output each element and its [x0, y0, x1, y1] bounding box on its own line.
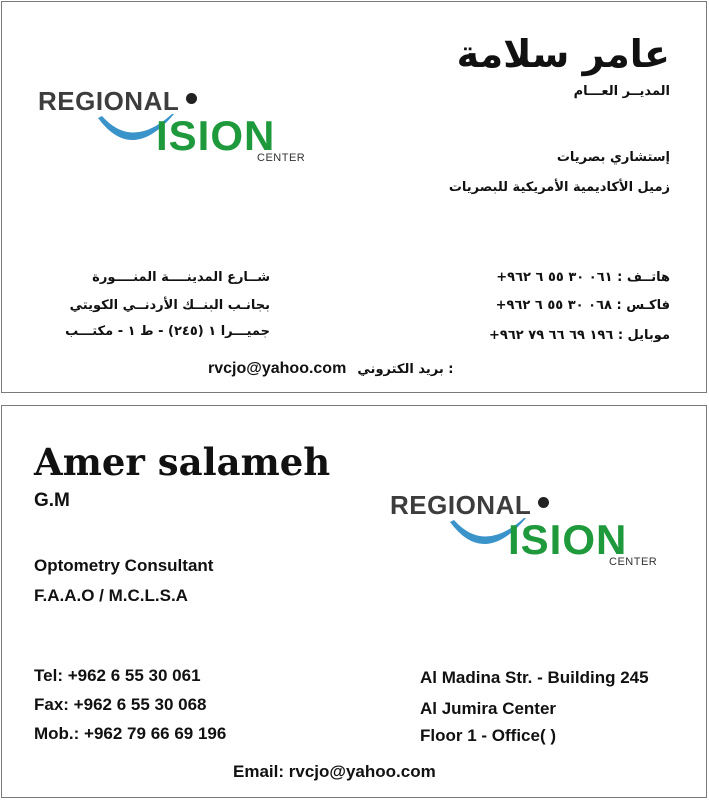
- english-tel-row: [34, 666, 201, 686]
- logo-dot-icon: [538, 497, 549, 508]
- regional-vision-logo: [38, 86, 323, 176]
- tel-value: : +962 6 55 30 061: [57, 666, 201, 685]
- fax-label: Fax: [34, 695, 64, 714]
- arabic-business-card: [1, 1, 707, 393]
- english-business-card: [1, 405, 707, 798]
- arabic-fax: فاكـس : ٠٦٨ ٣٠ ٥٥ ٦ ٩٦٢+: [495, 298, 670, 313]
- logo-ision-text: ISION: [508, 516, 628, 563]
- english-email-link[interactable]: rvcjo@yahoo.com: [288, 762, 436, 781]
- logo-ision-text: ISION: [156, 112, 276, 159]
- arabic-email-row: [208, 358, 453, 378]
- arabic-name: عامر سلامة: [456, 32, 670, 76]
- arabic-qualification-1: إستشاري بصريات: [556, 150, 670, 165]
- english-qualification-1: Optometry Consultant: [34, 556, 214, 575]
- logo-dot-icon: [186, 93, 197, 104]
- arabic-address-3: جميـــرا ١ (٢٤٥) - ط ١ - مكتـــب: [65, 324, 270, 339]
- arabic-email-link[interactable]: rvcjo@yahoo.com: [208, 360, 347, 377]
- english-address-2: Al Jumira Center: [420, 699, 557, 718]
- english-mob-row: [34, 724, 226, 744]
- english-email-row: [233, 762, 436, 782]
- logo-center-text: CENTER: [257, 152, 306, 164]
- mob-value: : +962 79 66 69 196: [73, 724, 227, 743]
- logo-regional-text: REGIONAL: [38, 86, 180, 116]
- english-fax-row: [34, 695, 207, 715]
- arabic-title: المديــر العـــام: [573, 84, 670, 99]
- arabic-email-label: بريد الكتروني :: [357, 362, 454, 377]
- english-address-3: Floor 1 - Office( ): [420, 726, 556, 745]
- english-qualification-2: F.A.A.O / M.C.L.S.A: [34, 586, 188, 605]
- english-title: G.M: [34, 490, 70, 511]
- english-email-label: Email:: [233, 762, 285, 781]
- english-name: Amer salameh: [34, 440, 331, 484]
- logo-center-text: CENTER: [609, 556, 658, 568]
- arabic-mobile: موبايل : ١٩٦ ٦٩ ٦٦ ٧٩ ٩٦٢+: [489, 328, 670, 343]
- arabic-address-2: بجانـب البنــك الأردنــي الكويتي: [69, 298, 270, 313]
- english-address-1: Al Madina Str. - Building 245: [420, 668, 649, 687]
- arabic-address-1: شــارع المدينــــة المنــــورة: [92, 270, 270, 285]
- fax-value: : +962 6 55 30 068: [63, 695, 207, 714]
- mob-label: Mob.: [34, 724, 74, 743]
- arabic-phone: هاتــف : ٠٦١ ٣٠ ٥٥ ٦ ٩٦٢+: [496, 270, 670, 285]
- logo-regional-text: REGIONAL: [390, 490, 532, 520]
- regional-vision-logo-en: [390, 490, 675, 580]
- arabic-qualification-2: زميل الأكاديمية الأمريكية للبصريات: [448, 180, 670, 195]
- tel-label: Tel: [34, 666, 58, 685]
